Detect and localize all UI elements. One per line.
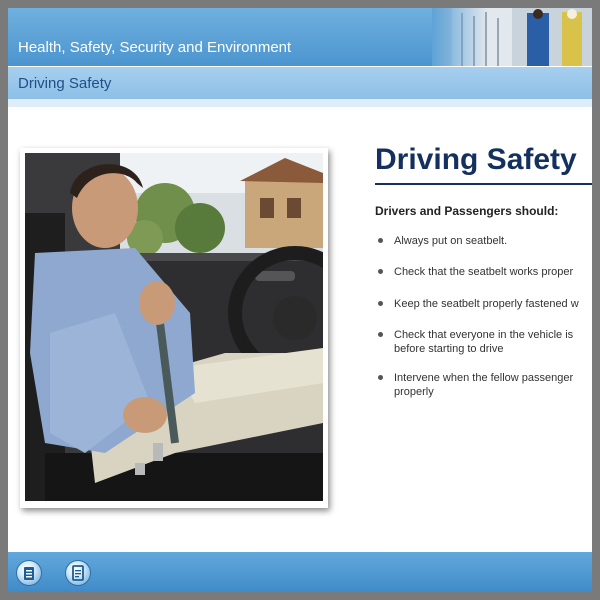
slide-photo-frame [20,148,328,508]
section-bar [8,66,592,99]
seatbelt-photo [25,153,323,501]
menu-button[interactable] [16,560,42,586]
bullet-item [375,328,592,356]
notes-icon [66,561,90,585]
bullet-list [375,234,592,399]
slide-lead-text: Drivers and Passengers should: [375,204,559,218]
bullet-line: Check that everyone in the vehicle is [394,329,574,341]
menu-icon [17,561,41,585]
header-bar [8,8,592,66]
course-window [8,8,592,592]
header-banner-image [432,8,592,66]
bullet-item: Check that the seatbelt works proper [375,265,592,279]
bullet-line: before starting to drive [394,343,504,355]
footer-bar [8,552,592,592]
course-title: Health, Safety, Security and Environment [18,39,292,56]
notes-button[interactable] [65,560,91,586]
bullet-item: Keep the seatbelt properly fastened w [375,297,592,311]
bullet-line: properly [394,386,434,398]
title-underline [375,183,592,185]
bullet-line: Intervene when the fellow passenger [394,372,574,384]
slide-title: Driving Safety [375,143,577,176]
bullet-item: Always put on seatbelt. [375,234,592,248]
bullet-item [375,371,592,399]
section-title: Driving Safety [18,75,112,92]
divider-bar [8,99,592,107]
